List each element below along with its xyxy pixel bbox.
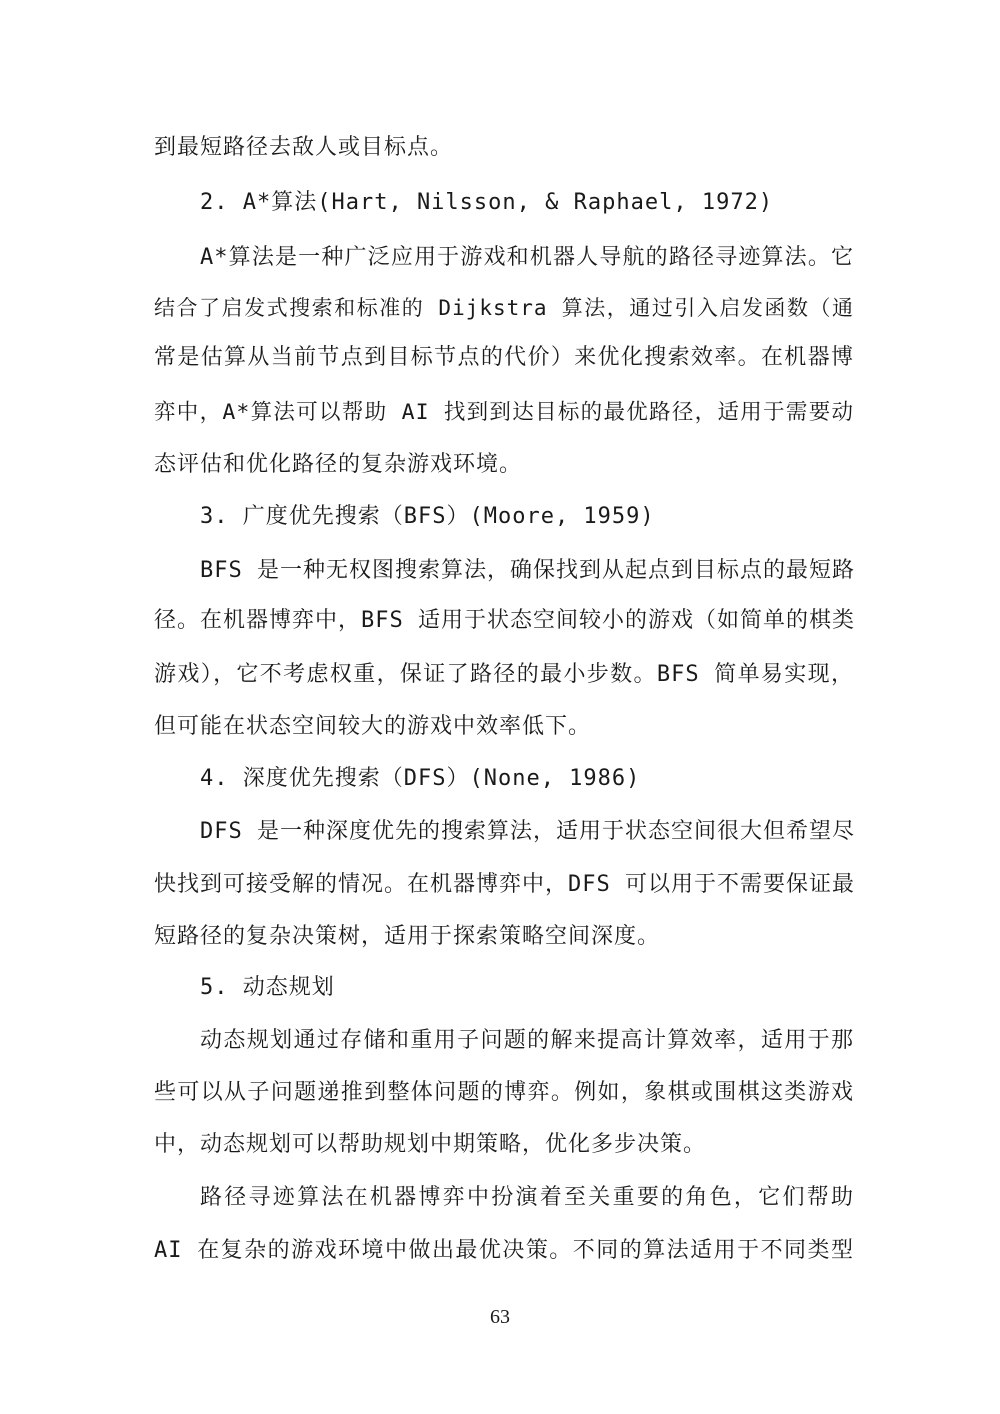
paragraph-line: AI 在复杂的游戏环境中做出最优决策。不同的算法适用于不同类型	[154, 1238, 854, 1263]
paragraph-line: 些可以从子问题递推到整体问题的博弈。例如，象棋或围棋这类游戏	[154, 1080, 854, 1105]
paragraph-line: 径。在机器博弈中，BFS 适用于状态空间较小的游戏（如简单的棋类	[154, 608, 855, 633]
paragraph-line: 弈中，A*算法可以帮助 AI 找到到达目标的最优路径，适用于需要动	[154, 400, 854, 425]
paragraph-line: 动态规划通过存储和重用子问题的解来提高计算效率，适用于那	[200, 1028, 854, 1053]
paragraph-line: 中，动态规划可以帮助规划中期策略，优化多步决策。	[154, 1132, 707, 1157]
paragraph-line: 结合了启发式搜索和标准的 Dijkstra 算法，通过引入启发函数（通	[154, 296, 854, 320]
section-heading-bfs: 3. 广度优先搜索（BFS）(Moore, 1959)	[200, 504, 655, 529]
section-heading-a-star: 2. A*算法(Hart, Nilsson, & Raphael, 1972)	[200, 190, 774, 215]
paragraph-line: 但可能在状态空间较大的游戏中效率低下。	[154, 714, 592, 739]
paragraph-line: 游戏），它不考虑权重，保证了路径的最小步数。BFS 简单易实现，	[154, 662, 854, 687]
paragraph-line: DFS 是一种深度优先的搜索算法，适用于状态空间很大但希望尽	[200, 819, 855, 844]
section-heading-dfs: 4. 深度优先搜索（DFS）(None, 1986)	[200, 766, 641, 791]
page-number: 63	[490, 1306, 510, 1328]
paragraph-line: 短路径的复杂决策树，适用于探索策略空间深度。	[154, 924, 661, 949]
paragraph-line: 常是估算从当前节点到目标节点的代价）来优化搜索效率。在机器博	[154, 345, 854, 370]
paragraph-line: 到最短路径去敌人或目标点。	[154, 135, 454, 160]
paragraph-line: 路径寻迹算法在机器博弈中扮演着至关重要的角色，它们帮助	[200, 1185, 854, 1210]
section-heading-dynamic-programming: 5. 动态规划	[200, 975, 335, 1000]
paragraph-line: 态评估和优化路径的复杂游戏环境。	[154, 452, 523, 477]
paragraph-line: BFS 是一种无权图搜索算法，确保找到从起点到目标点的最短路	[200, 558, 855, 583]
paragraph-line: 快找到可接受解的情况。在机器博弈中，DFS 可以用于不需要保证最	[154, 872, 855, 897]
paragraph-line: A*算法是一种广泛应用于游戏和机器人导航的路径寻迹算法。它	[200, 245, 854, 270]
